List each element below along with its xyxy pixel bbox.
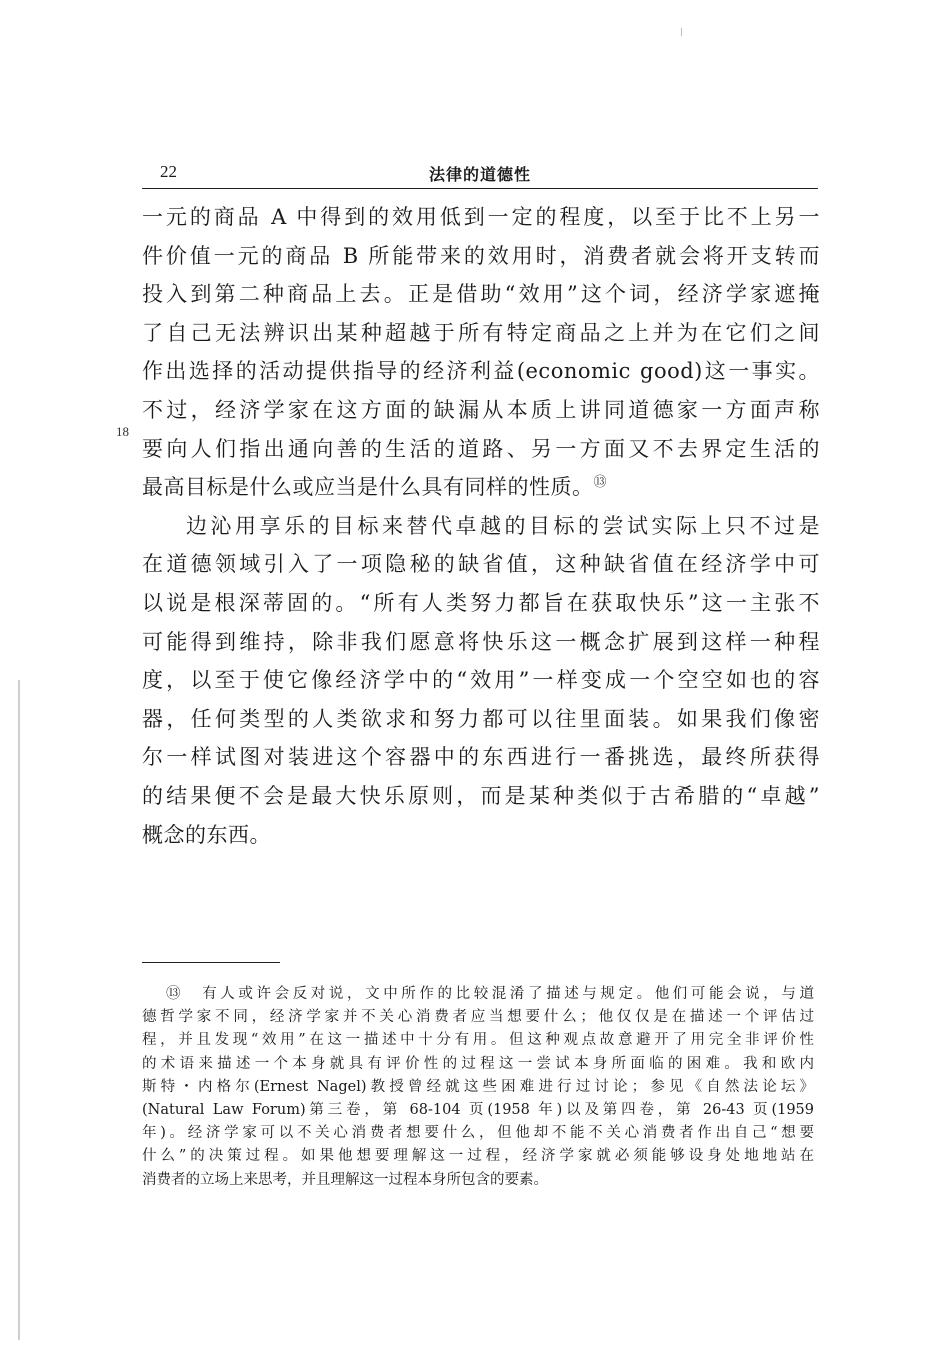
footnote-line: 德哲学家不同，经济学家并不关心消费者应当想要什么；他仅仅是在描述一个评估过 <box>142 1009 814 1026</box>
text-line: 度，以至于使它像经济学中的“效用”一样变成一个空空如也的容 <box>142 668 820 693</box>
text-line: 一元的商品 A 中得到的效用低到一定的程度，以至于比不上另一 <box>142 205 820 229</box>
text-line: 在道德领域引入了一项隐秘的缺省值，这种缺省值在经济学中可 <box>142 552 820 577</box>
running-title: 法律的道德性 <box>428 165 531 184</box>
text-line: 可能得到维持，除非我们愿意将快乐这一概念扩展到这样一种程 <box>142 629 820 654</box>
text-line: 的结果便不会是最大快乐原则，而是某种类似于古希腊的“卓越” <box>142 783 820 808</box>
text-line: 投入到第二种商品上去。正是借助“效用”这个词，经济学家遮掩 <box>142 282 820 307</box>
text-line: 了自己无法辨识出某种超越于所有特定商品之上并为在它们之间 <box>142 320 820 345</box>
footnote-line: 消费者的立场上来思考，并且理解这一过程本身所包含的要素。 <box>142 1171 548 1188</box>
footnote-line: 斯特・内格尔(Ernest Nagel)教授曾经就这些困难进行过讨论；参见《自然法论坛》 <box>142 1078 814 1095</box>
text-line: 边沁用享乐的目标来替代卓越的目标的尝试实际上只不过是 <box>186 513 820 538</box>
scan-edge-line <box>18 680 20 1340</box>
text-line: 以说是根深蒂固的。“所有人类努力都旨在获取快乐”这一主张不 <box>142 590 820 615</box>
text-line: 器，任何类型的人类欲求和努力都可以往里面装。如果我们像密 <box>142 706 820 731</box>
footnote-divider <box>142 962 280 963</box>
text-line: 作出选择的活动提供指导的经济利益(economic good)这一事实。 <box>142 359 820 384</box>
footnote-line: 的术语来描述一个本身就具有评价性的过程这一尝试本身所面临的困难。我和欧内 <box>142 1055 814 1072</box>
footnote-line: (Natural Law Forum)第三卷，第 68-104 页(1958 年)以及第四卷，第 26-43 页(1959 <box>142 1101 814 1118</box>
page-number: 22 <box>160 162 177 181</box>
margin-page-reference: 18 <box>116 424 129 439</box>
text-line: 要向人们指出通向善的生活的道路、另一方面又不去界定生活的 <box>142 436 820 461</box>
footnote <box>142 983 814 1192</box>
text-line: 不过，经济学家在这方面的缺漏从本质上讲同道德家一方面声称 <box>142 397 820 422</box>
text-line: 件价值一元的商品 B 所能带来的效用时，消费者就会将开支转而 <box>142 243 820 268</box>
footnote-line: 程，并且发现“效用”在这一描述中十分有用。但这种观点故意避开了用完全非评价性 <box>142 1032 814 1049</box>
text-line-content: 最高目标是什么或应当是什么具有同样的性质。 <box>142 475 594 500</box>
text-line: 概念的东西。 <box>142 822 271 847</box>
footnote-reference[interactable]: ⑬ <box>593 475 608 491</box>
text-line <box>142 468 820 507</box>
footnote-line: 年)。经济学家可以不关心消费者想要什么，但他却不能不关心消费者作出自己“想要 <box>142 1125 814 1142</box>
scan-mark <box>681 28 682 36</box>
text-line: 尔一样试图对装进这个容器中的东西进行一番挑选，最终所获得 <box>142 745 820 770</box>
footnote-line: 什么”的决策过程。如果他想要理解这一过程，经济学家就必须能够设身处地地站在 <box>142 1148 814 1165</box>
footnote-line: ⑬ 有人或许会反对说，文中所作的比较混淆了描述与规定。他们可能会说，与道 <box>166 986 814 1002</box>
page-header <box>142 160 818 189</box>
main-text <box>142 198 820 854</box>
